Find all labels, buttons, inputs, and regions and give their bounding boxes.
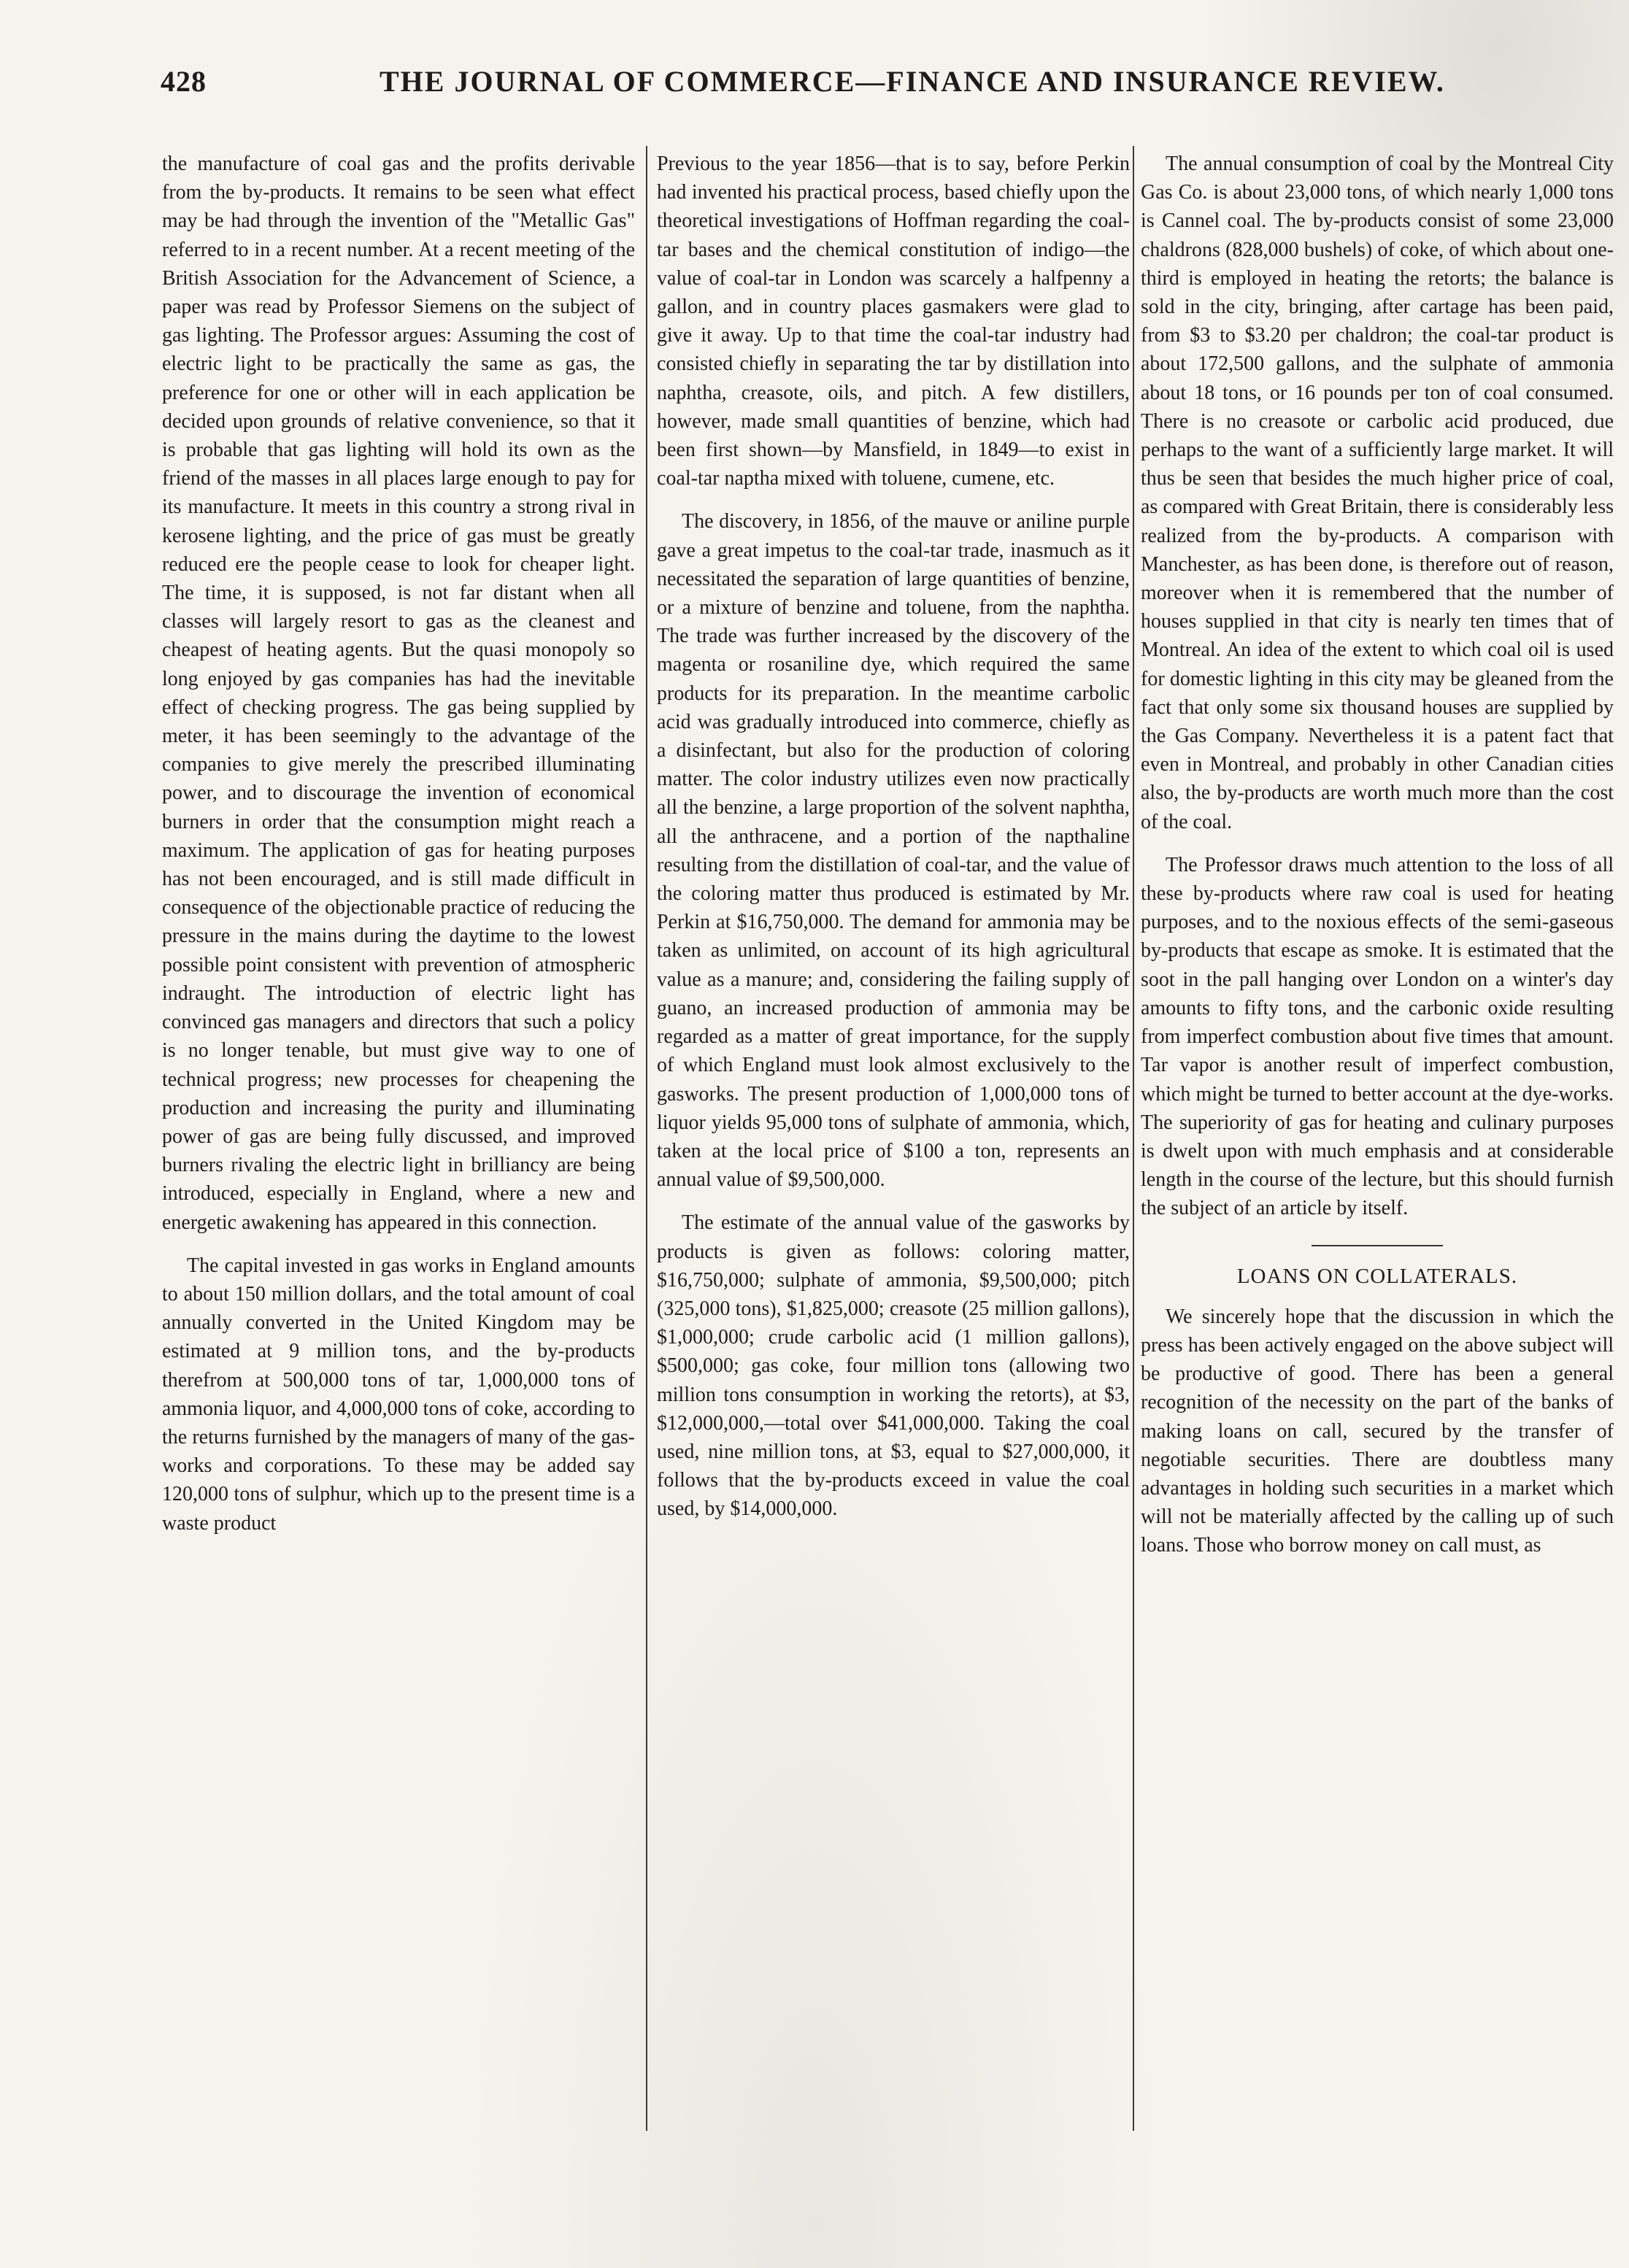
article-paragraph: The annual consumption of coal by the Montreal City Gas Co. is about 23,000 tons, of which nearly 1,000 tons is Cannel coal. The by-products consist of some 23,000 chaldrons (828,000 bushels) of coke, of which about one-third is employed in heating the retorts; the balance is sold in the city, bringing, after cartage has been paid, from $3 to $3.20 per chaldron; the coal-tar product is about 172,500 gallons, and the sulphate of ammonia about 18 tons, or 16 pounds per ton of coal consumed. There is no creasote or carbolic acid produced, due perhaps to the want of a sufficiently large market. It will thus be seen that besides the much higher price of coal, as compared with Great Britain, there is considerably less realized from the by-products. A comparison with Manchester, as has been done, is therefore out of reason, moreover when it is remembered that the number of houses supplied in that city is nearly ten times that of Montreal. An idea of the extent to which coal oil is used for domestic lighting in this city may be gleaned from the fact that only some six thousand houses are supplied by the Gas Company. Nevertheless it is a patent fact that even in Montreal, and probably in other Canadian cities also, the by-products are worth much more than the cost of the coal.: [1141, 153, 1614, 833]
article-column-2: [657, 150, 1130, 1524]
article-paragraph: The estimate of the annual value of the gasworks by products is given as follows: coloring matter, $16,750,000; sulphate of ammonia, $9,500,000; pitch (325,000 tons), $1,825,000; creasote (25 million gallons), $1,000,000; crude carbolic acid (1 million gallons), $500,000; gas coke, four million tons (allowing two million tons consumption in working the retorts), at $3, $12,000,000,—total over $41,000,000. Taking the coal used, nine million tons, at $3, equal to $27,000,000, it follows that the by-products exceed in value the coal used, by $14,000,000.: [657, 1211, 1130, 1521]
section-heading: LOANS ON COLLATERALS.: [1236, 1264, 1518, 1288]
article-column-3: [1141, 150, 1614, 1560]
column-rule: [646, 146, 647, 2131]
article-paragraph: The capital invested in gas works in England amounts to about 150 million dollars, and the total amount of coal annually converted in the United Kingdom may be estimated at 9 million tons, and the by-products therefrom at 500,000 tons of tar, 1,000,000 tons of ammonia liquor, and 4,000,000 tons of coke, according to the returns furnished by the managers of many of the gas-works and corporations. To these may be added say 120,000 tons of sulphur, which up to the present time is a waste product: [162, 1254, 635, 1535]
article-paragraph: the manufacture of coal gas and the profits derivable from the by-products. It remains to be seen what effect may be had through the invention of the "Metallic Gas" referred to in a recent number. At a recent meeting of the British Association for the Advancement of Science, a paper was read by Professor Siemens on the subject of gas lighting. The Professor argues: Assuming the cost of electric light to be practically the same as gas, the preference for one or other will in each application be decided upon grounds of relative convenience, so that it is probable that gas lighting will hold its own as the friend of the masses in all places large enough to pay for its manufacture. It meets in this country a strong rival in kerosene lighting, and the price of gas must be greatly reduced ere the people cease to look for cheaper light. The time, it is supposed, is not far distant when all classes will largely resort to gas as the cleanest and cheapest of heating agents. But the quasi monopoly so long enjoyed by gas companies has had the inevitable effect of checking progress. The gas being supplied by meter, it has been seemingly to the advantage of the companies to give merely the prescribed illuminating power, and to discourage the invention of economical burners in order that the consumption might reach a maximum. The application of gas for heating purposes has not been encouraged, and is still made difficult in consequence of the objectionable practice of reducing the pressure in the mains during the daytime to the lowest possible point consistent with prevention of atmospheric indraught. The introduction of electric light has convinced gas managers and directors that such a policy is no longer tenable, but must give way to one of technical progress; new processes for cheapening the production and increasing the purity and illuminating power of gas are being fully discussed, and improved burners rivaling the electric light in brilliancy are being introduced, especially in England, where a new and energetic awakening has appeared in this connection.: [162, 153, 635, 1234]
running-title: THE JOURNAL OF COMMERCE—FINANCE AND INSURANCE REVIEW.: [380, 65, 1445, 98]
page-header: [161, 64, 1445, 108]
article-paragraph: The discovery, in 1856, of the mauve or aniline purple gave a great impetus to the coal-tar trade, inasmuch as it necessitated the separation of large quantities of benzine, or a mixture of benzine and toluene, from the naphtha. The trade was further increased by the discovery of the magenta or rosaniline dye, which required the same products for its preparation. In the meantime carbolic acid was gradually introduced into commerce, chiefly as a disinfectant, but also for the production of coloring matter. The color industry utilizes even now practically all the benzine, a large proportion of the solvent naphtha, all the anthracene, and a portion of the napthaline resulting from the distillation of coal-tar, and the value of the coloring matter thus produced is estimated by Mr. Perkin at $16,750,000. The demand for ammonia may be taken as unlimited, on account of its high agricultural value as a manure; and, considering the failing supply of guano, an increased production of ammonia may be regarded as a matter of great importance, for the supply of which England must look almost exclusively to the gasworks. The present production of 1,000,000 tons of liquor yields 95,000 tons of sulphate of ammonia, which, taken at the local price of $100 a ton, represents an annual value of $9,500,000.: [657, 510, 1130, 1192]
page-number: 428: [161, 65, 207, 98]
article-paragraph: We sincerely hope that the discussion in which the press has been actively engaged on the above subject will be productive of good. There has been a general recognition of the necessity on the part of the banks of making loans on call, secured by the transfer of negotiable securities. There are doubtless many advantages in holding such securities in a market which will not be materially affected by the calling up of such loans. Those who borrow money on call must, as: [1141, 1305, 1614, 1557]
article-paragraph: The Professor draws much attention to the loss of all these by-products where raw coal is used for heating purposes, and to the noxious effects of the semi-gaseous by-products that escape as smoke. It is estimated that the soot in the pall hanging over London on a winter's day amounts to fifty tons, and the carbonic oxide resulting from imperfect combustion about five times that amount. Tar vapor is another result of imperfect combustion, which might be turned to better account at the dye-works. The superiority of gas for heating and culinary purposes is dwelt upon with much emphasis and at considerable length in the course of the lecture, but this should furnish the subject of an article by itself.: [1141, 853, 1614, 1220]
article-paragraph: Previous to the year 1856—that is to say, before Perkin had invented his practical process, based chiefly upon the theoretical investigations of Hoffman regarding the coal-tar bases and the chemical constitution of indigo—the value of coal-tar in London was scarcely a halfpenny a gallon, and in country places gasmakers were glad to give it away. Up to that time the coal-tar industry had consisted chiefly in separating the tar by distillation into naphtha, creasote, oils, and pitch. A few distillers, however, made small quantities of benzine, which had been first shown—by Mansfield, in 1849—to exist in coal-tar naptha mixed with toluene, cumene, etc.: [657, 153, 1130, 490]
article-column-1: [162, 150, 635, 1538]
section-divider: [1312, 1245, 1443, 1246]
column-rule: [1133, 146, 1134, 2131]
